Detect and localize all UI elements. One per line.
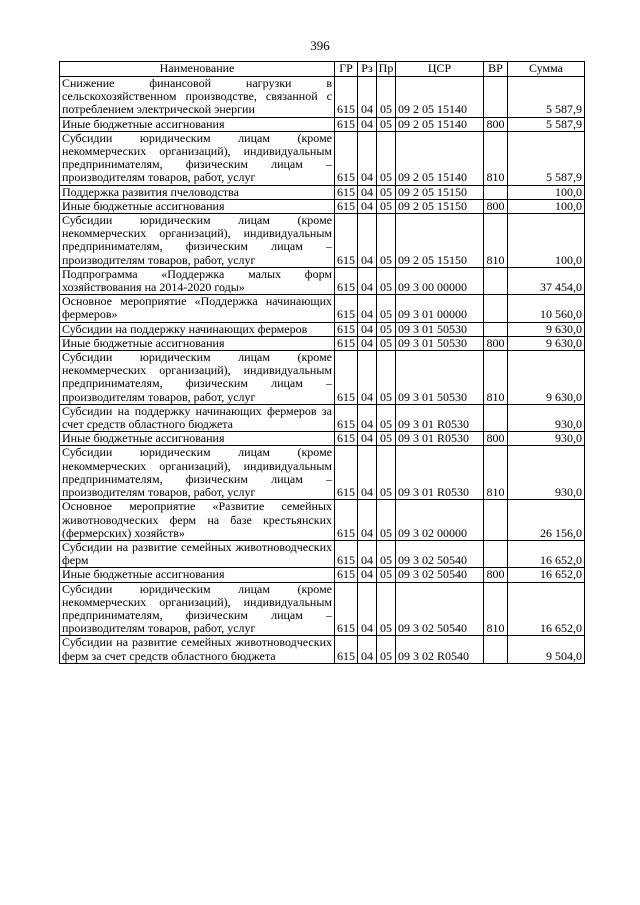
cell-vr: 800: [484, 117, 508, 131]
cell-gr: 615: [335, 568, 358, 582]
cell-vr: [484, 295, 508, 322]
table-row: [60, 214, 585, 268]
cell-gr: 615: [335, 185, 358, 199]
table-row: [60, 199, 585, 213]
cell-sum: 9 504,0: [508, 636, 585, 663]
cell-name: Субсидии юридическим лицам (кроме некоммерческих организаций), индивидуальным предпринимателям, физическим лицам – производителям товаров, работ, услуг: [60, 446, 335, 500]
header-pr: Пр: [377, 62, 396, 77]
cell-gr: 615: [335, 214, 358, 268]
cell-vr: [484, 267, 508, 294]
cell-csr: 09 3 01 R0530: [396, 446, 484, 500]
cell-rz: 04: [358, 582, 377, 636]
cell-rz: 04: [358, 446, 377, 500]
cell-vr: 810: [484, 351, 508, 405]
cell-sum: 930,0: [508, 432, 585, 446]
table-body: [60, 77, 585, 664]
table-row: [60, 582, 585, 636]
cell-name: Субсидии юридическим лицам (кроме некоммерческих организаций), индивидуальным предпринимателям, физическим лицам – производителям товаров, работ, услуг: [60, 351, 335, 405]
cell-pr: 05: [377, 199, 396, 213]
cell-sum: 930,0: [508, 404, 585, 431]
cell-pr: 05: [377, 117, 396, 131]
table-row: [60, 636, 585, 663]
cell-name: Субсидии юридическим лицам (кроме некоммерческих организаций), индивидуальным предпринимателям, физическим лицам – производителям товаров, работ, услуг: [60, 214, 335, 268]
cell-rz: 04: [358, 351, 377, 405]
cell-pr: 05: [377, 131, 396, 185]
cell-pr: 05: [377, 500, 396, 541]
table-row: [60, 500, 585, 541]
cell-name: Субсидии на поддержку начинающих фермеров за счет средств областного бюджета: [60, 404, 335, 431]
cell-sum: 16 652,0: [508, 568, 585, 582]
cell-vr: 800: [484, 199, 508, 213]
cell-sum: 100,0: [508, 214, 585, 268]
table-row: [60, 117, 585, 131]
page-number: 396: [310, 38, 330, 53]
cell-name: Основное мероприятие «Развитие семейных животноводческих ферм на базе крестьянских (фермерских) хозяйств»: [60, 500, 335, 541]
cell-rz: 04: [358, 185, 377, 199]
header-csr: ЦСР: [396, 62, 484, 77]
cell-sum: 9 630,0: [508, 351, 585, 405]
cell-pr: 05: [377, 336, 396, 350]
cell-csr: 09 2 05 15140: [396, 117, 484, 131]
budget-table: [59, 61, 585, 664]
cell-rz: 04: [358, 77, 377, 118]
cell-pr: 05: [377, 214, 396, 268]
cell-sum: 10 560,0: [508, 295, 585, 322]
cell-pr: 05: [377, 568, 396, 582]
cell-gr: 615: [335, 322, 358, 336]
cell-name: Иные бюджетные ассигнования: [60, 117, 335, 131]
cell-csr: 09 2 05 15140: [396, 131, 484, 185]
cell-name: Подпрограмма «Поддержка малых форм хозяйствования на 2014-2020 годы»: [60, 267, 335, 294]
cell-sum: 16 652,0: [508, 582, 585, 636]
cell-pr: 05: [377, 432, 396, 446]
header-vr: ВР: [484, 62, 508, 77]
table-row: [60, 404, 585, 431]
cell-sum: 16 652,0: [508, 540, 585, 567]
cell-csr: 09 3 01 00000: [396, 295, 484, 322]
cell-rz: 04: [358, 404, 377, 431]
cell-pr: 05: [377, 185, 396, 199]
table-row: [60, 446, 585, 500]
cell-sum: 37 454,0: [508, 267, 585, 294]
cell-pr: 05: [377, 582, 396, 636]
cell-pr: 05: [377, 446, 396, 500]
table-header-row: [60, 62, 585, 77]
cell-pr: 05: [377, 404, 396, 431]
cell-vr: [484, 636, 508, 663]
cell-csr: 09 3 01 R0530: [396, 432, 484, 446]
cell-vr: 800: [484, 336, 508, 350]
cell-sum: 5 587,9: [508, 77, 585, 118]
cell-sum: 5 587,9: [508, 131, 585, 185]
header-sum: Сумма: [508, 62, 585, 77]
cell-rz: 04: [358, 295, 377, 322]
cell-pr: 05: [377, 267, 396, 294]
cell-gr: 615: [335, 500, 358, 541]
header-rz: Рз: [358, 62, 377, 77]
table-row: [60, 568, 585, 582]
cell-name: Субсидии на поддержку начинающих фермеров: [60, 322, 335, 336]
cell-sum: 100,0: [508, 185, 585, 199]
table-row: [60, 131, 585, 185]
cell-csr: 09 3 02 00000: [396, 500, 484, 541]
header-gr: ГР: [335, 62, 358, 77]
cell-gr: 615: [335, 336, 358, 350]
cell-vr: [484, 404, 508, 431]
cell-gr: 615: [335, 199, 358, 213]
cell-sum: 26 156,0: [508, 500, 585, 541]
cell-gr: 615: [335, 77, 358, 118]
cell-gr: 615: [335, 636, 358, 663]
cell-name: Субсидии юридическим лицам (кроме некоммерческих организаций), индивидуальным предпринимателям, физическим лицам – производителям товаров, работ, услуг: [60, 582, 335, 636]
cell-gr: 615: [335, 117, 358, 131]
cell-rz: 04: [358, 636, 377, 663]
cell-rz: 04: [358, 199, 377, 213]
cell-gr: 615: [335, 351, 358, 405]
cell-vr: 810: [484, 214, 508, 268]
cell-sum: 9 630,0: [508, 336, 585, 350]
cell-sum: 5 587,9: [508, 117, 585, 131]
cell-vr: 810: [484, 582, 508, 636]
cell-pr: 05: [377, 351, 396, 405]
table-row: [60, 185, 585, 199]
cell-rz: 04: [358, 322, 377, 336]
cell-vr: [484, 185, 508, 199]
cell-pr: 05: [377, 540, 396, 567]
cell-vr: [484, 322, 508, 336]
table-row: [60, 295, 585, 322]
cell-vr: 810: [484, 131, 508, 185]
cell-vr: 800: [484, 432, 508, 446]
cell-gr: 615: [335, 404, 358, 431]
cell-rz: 04: [358, 336, 377, 350]
cell-pr: 05: [377, 322, 396, 336]
cell-csr: 09 3 01 50530: [396, 336, 484, 350]
cell-gr: 615: [335, 131, 358, 185]
table-row: [60, 322, 585, 336]
cell-sum: 100,0: [508, 199, 585, 213]
cell-csr: 09 3 02 50540: [396, 540, 484, 567]
cell-csr: 09 3 01 50530: [396, 322, 484, 336]
cell-rz: 04: [358, 267, 377, 294]
cell-rz: 04: [358, 117, 377, 131]
cell-pr: 05: [377, 636, 396, 663]
cell-csr: 09 2 05 15150: [396, 185, 484, 199]
cell-rz: 04: [358, 500, 377, 541]
cell-name: Субсидии на развитие семейных животноводческих ферм за счет средств областного бюджета: [60, 636, 335, 663]
cell-rz: 04: [358, 131, 377, 185]
cell-name: Поддержка развития пчеловодства: [60, 185, 335, 199]
cell-name: Основное мероприятие «Поддержка начинающих фермеров»: [60, 295, 335, 322]
cell-rz: 04: [358, 432, 377, 446]
cell-sum: 9 630,0: [508, 322, 585, 336]
cell-vr: [484, 500, 508, 541]
cell-sum: 930,0: [508, 446, 585, 500]
cell-name: Иные бюджетные ассигнования: [60, 336, 335, 350]
table-row: [60, 336, 585, 350]
cell-csr: 09 3 02 50540: [396, 582, 484, 636]
cell-name: Субсидии на развитие семейных животноводческих ферм: [60, 540, 335, 567]
cell-csr: 09 2 05 15150: [396, 199, 484, 213]
cell-csr: 09 3 01 50530: [396, 351, 484, 405]
cell-vr: [484, 77, 508, 118]
cell-gr: 615: [335, 267, 358, 294]
cell-name: Иные бюджетные ассигнования: [60, 432, 335, 446]
cell-name: Иные бюджетные ассигнования: [60, 568, 335, 582]
cell-vr: 810: [484, 446, 508, 500]
cell-gr: 615: [335, 446, 358, 500]
cell-csr: 09 2 05 15140: [396, 77, 484, 118]
cell-gr: 615: [335, 582, 358, 636]
cell-csr: 09 2 05 15150: [396, 214, 484, 268]
table-row: [60, 540, 585, 567]
cell-rz: 04: [358, 540, 377, 567]
cell-gr: 615: [335, 295, 358, 322]
cell-csr: 09 3 02 R0540: [396, 636, 484, 663]
cell-name: Субсидии юридическим лицам (кроме некоммерческих организаций), индивидуальным предпринимателям, физическим лицам – производителям товаров, работ, услуг: [60, 131, 335, 185]
cell-name: Снижение финансовой нагрузки в сельскохозяйственном производстве, связанной с потреблением электрической энергии: [60, 77, 335, 118]
table-row: [60, 432, 585, 446]
table-row: [60, 77, 585, 118]
cell-csr: 09 3 02 50540: [396, 568, 484, 582]
cell-pr: 05: [377, 295, 396, 322]
cell-gr: 615: [335, 540, 358, 567]
cell-rz: 04: [358, 214, 377, 268]
table-row: [60, 267, 585, 294]
cell-csr: 09 3 00 00000: [396, 267, 484, 294]
table-row: [60, 351, 585, 405]
cell-pr: 05: [377, 77, 396, 118]
cell-csr: 09 3 01 R0530: [396, 404, 484, 431]
cell-name: Иные бюджетные ассигнования: [60, 199, 335, 213]
header-name: Наименование: [60, 62, 335, 77]
cell-vr: [484, 540, 508, 567]
cell-vr: 800: [484, 568, 508, 582]
cell-gr: 615: [335, 432, 358, 446]
cell-rz: 04: [358, 568, 377, 582]
